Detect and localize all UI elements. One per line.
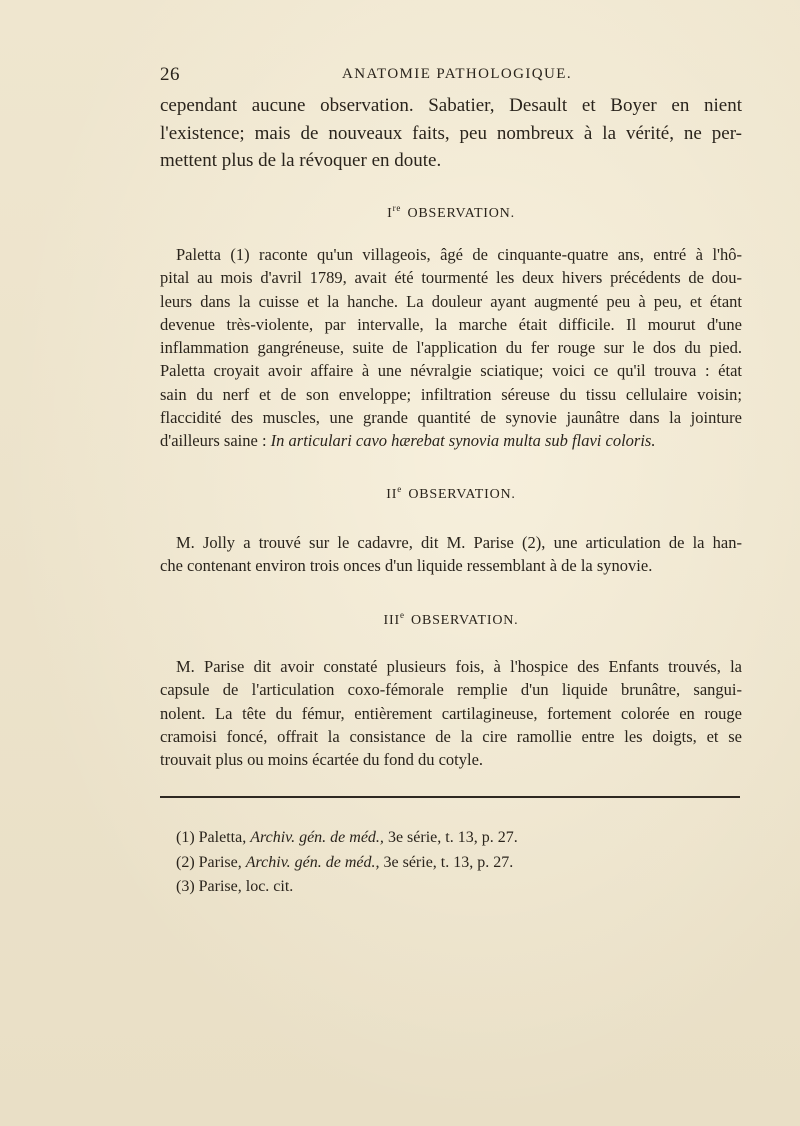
heading-ordinal-suffix: e xyxy=(397,484,402,494)
text-line: devenue très-violente, par intervalle, la marche était difficile. Il mourut d'une xyxy=(160,314,742,334)
heading-label: OBSERVATION. xyxy=(408,487,516,502)
running-title: ANATOMIE PATHOLOGIQUE. xyxy=(342,66,572,82)
page-number: 26 xyxy=(160,64,180,85)
text-line: leurs dans la cuisse et la hanche. La douleur ayant augmenté peu à peu, et étant xyxy=(160,291,742,311)
observation-1-paragraph xyxy=(160,243,742,453)
heading-numeral: III xyxy=(383,613,400,628)
latin-quotation: In articulari cavo hærebat synovia multa sub flavi coloris. xyxy=(270,431,656,451)
heading-numeral: I xyxy=(387,206,393,221)
footnote-number: (2) xyxy=(176,853,195,871)
text-line: che contenant environ trois onces d'un liquide ressemblant à de la synovie. xyxy=(160,556,653,576)
text-line: M. Parise dit avoir constaté plusieurs fois, à l'hospice des Enfants trouvés, la xyxy=(176,657,742,676)
text-line: capsule de l'articulation coxo-fémorale remplie d'un liquide brunâtre, sangui- xyxy=(160,680,742,700)
text-line: sain du nerf et de son enveloppe; infiltration séreuse du tissu cellulaire voisin; xyxy=(160,384,742,404)
footnote-2 xyxy=(176,851,518,876)
text-fragment: d'ailleurs saine : xyxy=(160,431,271,451)
footnote-divider xyxy=(160,796,740,798)
text-line: inflammation gangréneuse, suite de l'application du fer rouge sur le dos du pied. xyxy=(160,338,742,358)
footnote-number: (1) xyxy=(176,829,195,846)
text-line: cramoisi foncé, offrait la consistance de la cire ramollie entre les doigts, et se xyxy=(160,726,742,746)
text-line: nolent. La tête du fémur, entièrement cartilagineuse, fortement colorée en rouge xyxy=(160,703,742,723)
footnote-1 xyxy=(176,826,518,851)
observation-3-heading xyxy=(160,610,742,629)
intro-paragraph xyxy=(160,92,742,175)
text-line xyxy=(160,429,742,452)
footnote-author: Paletta, xyxy=(198,829,251,846)
text-line: Paletta croyait avoir affaire à une névralgie sciatique; voici ce qu'il trouva : état xyxy=(160,361,742,381)
footnotes xyxy=(176,826,518,900)
text-line: l'existence; mais de nouveaux faits, peu nombreux à la vérité, ne per- xyxy=(160,122,742,144)
text-line: pital au mois d'avril 1789, avait été tourmenté les deux hivers précédents de dou- xyxy=(160,268,742,288)
heading-label: OBSERVATION. xyxy=(407,206,515,221)
text-line: Paletta (1) raconte qu'un villageois, âgé de cinquante-quatre ans, entré à l'hô- xyxy=(176,245,742,264)
footnote-reference: 3e série, t. 13, p. 27. xyxy=(379,853,514,871)
footnote-journal: Archiv. gén. de méd., xyxy=(250,829,384,846)
footnote-author: Parise, loc. cit. xyxy=(198,878,294,895)
text-line: trouvait plus ou moins écartée du fond du cotyle. xyxy=(160,750,484,770)
heading-label: OBSERVATION. xyxy=(411,613,519,628)
observation-3-paragraph xyxy=(160,655,742,771)
footnote-journal: Archiv. gén. de méd., xyxy=(245,853,380,871)
footnote-reference: 3e série, t. 13, p. 27. xyxy=(383,829,518,846)
text-line: flaccidité des muscles, une grande quantité de synovie jaunâtre dans la jointure xyxy=(160,408,742,428)
text-line: cependant aucune observation. Sabatier, Desault et Boyer en nient xyxy=(160,95,742,116)
heading-numeral: II xyxy=(386,487,398,502)
footnote-3 xyxy=(176,875,518,900)
observation-1-heading xyxy=(160,203,742,222)
footnote-number: (3) xyxy=(176,878,195,895)
observation-2-paragraph xyxy=(160,531,742,578)
text-line: mettent plus de la révoquer en doute. xyxy=(160,150,442,171)
running-head xyxy=(160,64,742,86)
footnote-author: Parise, xyxy=(198,853,246,871)
heading-ordinal-suffix: e xyxy=(399,610,405,620)
heading-ordinal-suffix: re xyxy=(392,203,402,213)
observation-2-heading xyxy=(160,484,742,503)
text-line: M. Jolly a trouvé sur le cadavre, dit M. Parise (2), une articulation de la han- xyxy=(176,533,742,552)
